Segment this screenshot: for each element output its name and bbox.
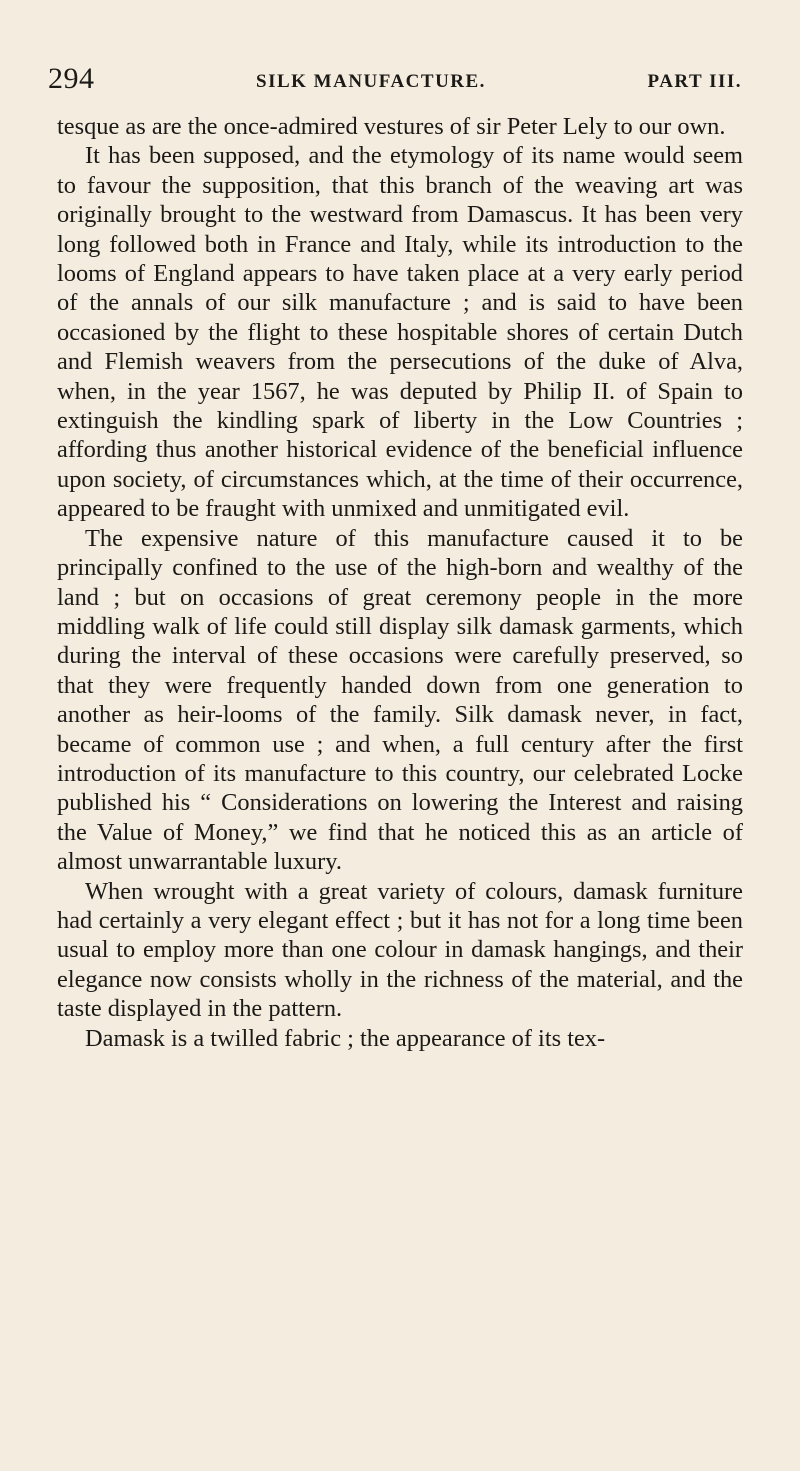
paragraph-twilled-fabric: Damask is a twilled fabric ; the appearance of its tex- — [85, 1024, 606, 1052]
part-label: PART III. — [647, 71, 742, 92]
paragraph-expensive-nature: The expensive nature of this manufacture caused it to be principally confined to the use of the high-born and wealthy of the land ; but on occasions of great ceremony people in the more middling walk of life could still display silk damask garments, which during the interval of these occasions were carefully preserved, so that they were frequently handed down from one generation to another as heir-looms of the family. Silk damask never, in fact, became of common use ; and when, a full century after the first introduction of its manufacture to this country, our celebrated Locke published his “ Considerations on lowering the Interest and raising the Value of Money,” we find that he noticed this as an article of almost unwarrantable luxury. — [57, 524, 743, 876]
page-number: 294 — [48, 62, 95, 95]
paragraph-continued: tesque as are the once-admired vestures of sir Peter Lely to our own. — [57, 113, 726, 140]
paragraph-colours: When wrought with a great variety of colours, damask furniture had certainly a very elegant effect ; but it has not for a long time been usual to employ more than one colour in damask hangings, and their elegance now consists wholly in the richness of the material, and the taste displayed in the pattern. — [57, 877, 743, 1023]
paragraph-damascus-origin: It has been supposed, and the etymology of its name would seem to favour the supposition, that this branch of the weaving art was originally brought to the westward from Damascus. It has been very long followed both in France and Italy, while its introduction to the looms of England appears to have taken place at a very early period of the annals of our silk manufacture ; and is said to have been occasioned by the flight to these hospitable shores of certain Dutch and Flemish weavers from the persecutions of the duke of Alva, when, in the year 1567, he was deputed by Philip II. of Spain to extinguish the kindling spark of liberty in the Low Countries ; affording thus another historical evidence of the beneficial influence upon society, of circumstances which, at the time of their occurrence, appeared to be fraught with unmixed and unmitigated evil. — [57, 142, 743, 523]
running-title: SILK MANUFACTURE. — [256, 71, 486, 92]
running-head — [48, 62, 742, 102]
body-text — [57, 112, 743, 1053]
